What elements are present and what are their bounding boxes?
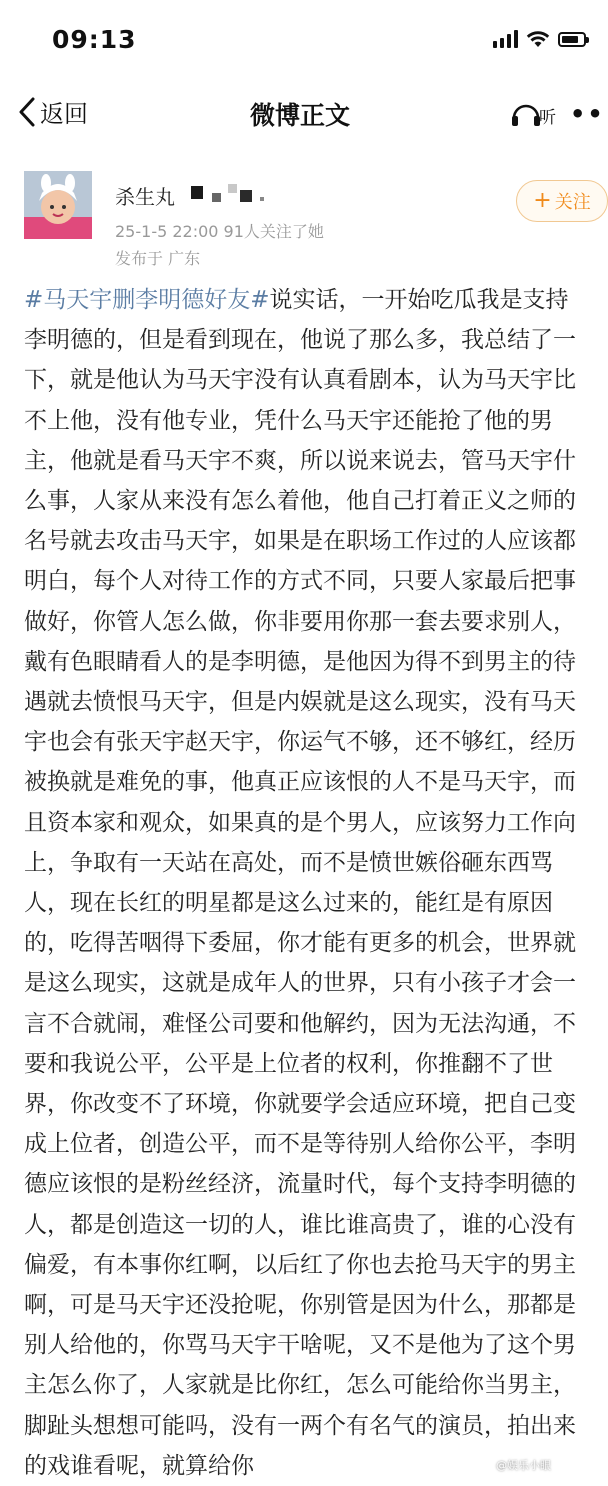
- redaction-mark: [260, 197, 264, 201]
- avatar[interactable]: [24, 171, 92, 239]
- listen-label: 听: [539, 108, 556, 128]
- listen-button[interactable]: [510, 96, 554, 130]
- status-icons: [493, 30, 586, 48]
- battery-icon: [558, 32, 586, 47]
- follow-button[interactable]: [516, 180, 608, 222]
- post-location: 发布于 广东: [115, 249, 201, 268]
- wifi-icon: [526, 30, 550, 48]
- follow-label: 关注: [554, 192, 591, 213]
- signal-icon: [493, 30, 518, 48]
- battery-level: [562, 36, 578, 43]
- post-body: [24, 280, 584, 1486]
- post-text: 说实话，一开始吃瓜我是支持李明德的，但是看到现在，他说了那么多，我总结了一下，就是他认为马天宇没有认真看剧本，认为马天宇比不上他，没有他专业，凭什么马天宇还能抢了他的男主，他就是看马天宇不爽，所以说来说去，管马天宇什么事，人家从来没有怎么着他，他自己打着正义之师的名号就去攻击马天宇，如果是在职场工作过的人应该都明白，每个人对待工作的方式不同，只要人家最后把事做好，你管人怎么做，你非要用你那一套去要求别人，戴有色眼睛看人的是李明德，是他因为得不到男主的待遇就去愤恨马天宇，但是内娱就是这么现实，没有马天宇也会有张天宇赵天宇，你运气不够，还不够红，经历被换就是难免的事，他真正应该恨的人不是马天宇，而且资本家和观众，如果真的是个男人，应该努力工作向上，争取有一天站在高处，而不是愤世嫉俗砸东西骂人，现在长红的明星都是这么过来的，能红是有原因的，吃得苦咽得下委屈，你才能有更多的机会，世界就是这么现实，这就是成年人的世界，只有小孩子才会一言不合就闹，难怪公司要和他解约，因为无法沟通，不要和我说公平，公平是上位者的权利，你推翻不了世界，你改变不了环境，你就要学会适应环境，把自己变成上位者，创造公平，而不是等待别人给你公平，李明德应该恨的是粉丝经济，流量时代，每个支持李明德的人，都是创造这一切的人，谁比谁高贵了，谁的心没有偏爱，有本事你红啊，以后红了你也去抢马天宇的男主啊，可是马天宇还没抢呢，你别管是因为什么，那都是别人给他的，你骂马天宇干啥呢，又不是他为了这个男主怎么你了，人家就是比你红，怎么可能给你当男主，脚趾头想想可能吗，没有一两个有名气的演员，拍出来的戏谁看呢，就算给你: [24, 287, 576, 1479]
- more-button[interactable]: [570, 100, 605, 128]
- nav-bar: [0, 80, 605, 146]
- page-title: 微博正文: [249, 101, 350, 130]
- status-time: 09:13: [52, 25, 137, 54]
- redaction-mark: [240, 190, 252, 202]
- author-name[interactable]: 杀生丸: [115, 185, 175, 209]
- back-button[interactable]: [18, 94, 88, 129]
- more-icon: ••: [570, 100, 605, 128]
- plus-icon: +: [533, 188, 552, 213]
- watermark: @娱乐小眼: [496, 1459, 551, 1472]
- avatar-image: [24, 171, 92, 239]
- back-chevron-icon: [18, 96, 36, 128]
- listen-icon: [510, 96, 554, 130]
- back-label: 返回: [40, 100, 88, 128]
- redaction-mark: [191, 186, 203, 199]
- post-meta: 25-1-5 22:00 91人关注了她: [115, 222, 324, 241]
- hashtag-link[interactable]: #马天宇删李明德好友#: [24, 287, 270, 313]
- status-bar: [0, 0, 600, 80]
- redaction-mark: [228, 184, 237, 193]
- redaction-mark: [212, 193, 221, 202]
